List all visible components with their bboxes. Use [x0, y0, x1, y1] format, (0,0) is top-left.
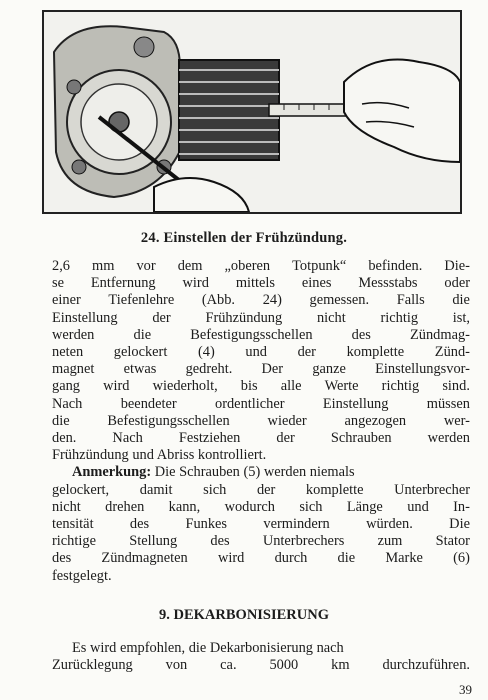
- note-first-line-text: Die Schrauben (5) werden niemals: [154, 464, 355, 481]
- body-line: Nach beendeter ordentlicher Einstellung müssen: [52, 395, 470, 412]
- note-line: nicht drehen kann, wodurch sich Länge und In-: [52, 498, 470, 515]
- note-first-line: [52, 464, 470, 481]
- note-line: festgelegt.: [52, 567, 112, 584]
- body-line: werden die Befestigungsschellen des Zündmag-: [52, 326, 470, 343]
- body-line: Frühzündung und Abriss kontrolliert.: [52, 447, 267, 464]
- note-label: Anmerkung:: [72, 464, 152, 481]
- note-line: tensität des Funkes vermindern würden. Die: [52, 516, 470, 533]
- body-line: magnet etwas gedreht. Der ganze Einstellungsvor-: [52, 361, 470, 378]
- section-heading: 9. DEKARBONISIERUNG: [159, 607, 329, 623]
- body-line: 2,6 mm vor dem „oberen Totpunk“ befinden. Die-: [52, 258, 470, 274]
- body-line: die Befestigungsschellen wieder angezogen wer-: [52, 412, 470, 429]
- note-line: richtige Stellung des Unterbrechers zum Stator: [52, 533, 470, 550]
- body-line: einer Tiefenlehre (Abb. 24) gemessen. Falls die: [52, 292, 470, 309]
- body-line: den. Nach Festziehen der Schrauben werden: [52, 430, 470, 447]
- note-line: des Zündmagneten wird durch die Marke (6): [52, 550, 470, 567]
- body-line: se Entfernung wird mittels eines Messstabs oder: [52, 275, 470, 292]
- page-number: 39: [459, 682, 472, 697]
- body-line: neten gelockert (4) und der komplette Zünd-: [52, 344, 470, 361]
- body-line: Einstellung der Frühzündung nicht richtig ist,: [52, 309, 470, 326]
- body-text: [52, 258, 470, 585]
- ignition-timing-illustration-icon: [44, 12, 460, 212]
- section-text: [52, 640, 470, 675]
- body-line: gang wird wiederholt, bis alle Werte richtig sind.: [52, 378, 470, 395]
- note-line: gelockert, damit sich der komplette Unterbrecher: [52, 481, 470, 498]
- section-line: Zurücklegung von ca. 5000 km durchzuführen.: [52, 657, 470, 674]
- figure-caption: 24. Einstellen der Frühzündung.: [140, 230, 348, 246]
- figure-illustration: [42, 10, 462, 214]
- section-line: Es wird empfohlen, die Dekarbonisierung nach: [72, 640, 344, 656]
